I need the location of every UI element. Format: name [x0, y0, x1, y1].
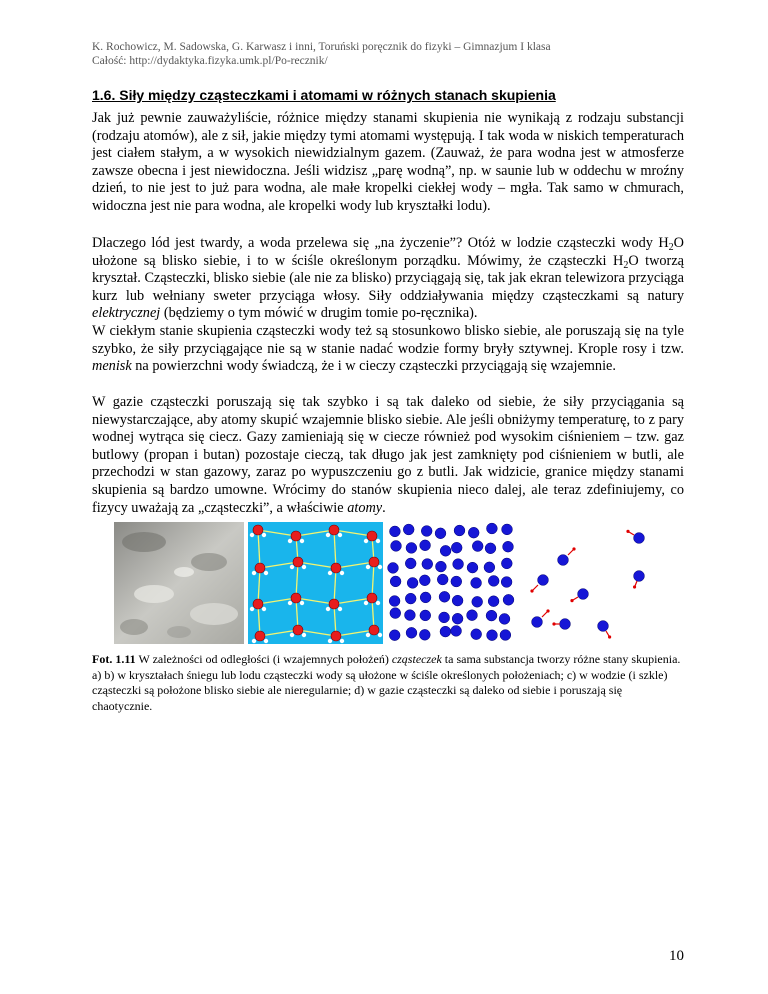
water-molecule — [440, 545, 451, 556]
water-molecule — [472, 541, 483, 552]
water-molecule — [484, 562, 495, 573]
oxygen-atom — [367, 531, 377, 541]
header-url-line: Całość: http://dydaktyka.fizyka.umk.pl/Po-recznik/ — [92, 55, 328, 67]
snow-photo — [114, 522, 244, 644]
water-molecule — [472, 596, 483, 607]
gas-molecule — [578, 589, 589, 600]
hydrogen-atom — [376, 539, 380, 543]
water-molecule — [501, 558, 512, 569]
hydrogen-atom — [290, 565, 294, 569]
water-molecule — [487, 630, 498, 641]
water-molecule — [451, 626, 462, 637]
velocity-arrowhead — [552, 622, 555, 625]
water-molecule — [451, 542, 462, 553]
oxygen-atom — [253, 599, 263, 609]
oxygen-atom — [293, 625, 303, 635]
water-molecule — [405, 610, 416, 621]
hydrogen-atom — [366, 633, 370, 637]
liquid-molecules-diagram — [386, 522, 518, 644]
hydrogen-atom — [300, 539, 304, 543]
water-molecule — [390, 576, 401, 587]
hydrogen-atom — [376, 601, 380, 605]
water-molecule — [500, 630, 511, 641]
paragraph-4: W gazie cząsteczki poruszają się tak szybko i są tak daleko od siebie, że siły przyciągania są niewystarczające, aby atomy skupić wzajemnie blisko siebie. Ale jeśli obniżymy temperaturę, to z pary wodnej wytrąca się ciecz. Gazy zamieniają się w ciecze również pod wysokim ciśnieniem – tzw. gaz butlowy (propan i butan) pozostaje cieczą, tak długo jak jest zamknięty pod ciśnieniem w butli, ale przechodzi w stan gazowy, zaraz po wypuszczeniu go z butli. Jak widzicie, granice między stanami skupienia są bardzo umowne. Wrócimy do stanów skupienia nieco dalej, ale teraz zdefiniujemy, co fizycy uważają za „cząsteczki”, a właściwie atomy. — [92, 394, 684, 516]
gas-molecule — [538, 575, 549, 586]
paragraph-1: Jak już pewnie zauważyliście, różnice między stanami skupienia nie wynikają z rodzaju substancji (rodzaju atomów), ale z sił, jakie między tymi atomami występują. I tak woda w niskich temperaturach jest ciałem stałym, a w wysokich niewidzialnym gazem. (Zauważ, że para wodna jest w atmosferze zawsze obecna i jest niewidoczna. Jeśli widzisz „parę wodną”, np. w saunie lub w oddechu w mroźny dzień, to nie jest to już para wodna, ale małe kropelki ciekłej wody – mgła. Tak samo w chmurach, widoczna jest nie para wodna, ale kropelki wody lub kryształki lodu). — [92, 110, 684, 214]
water-molecule — [391, 541, 402, 552]
hydrogen-atom — [340, 639, 344, 643]
hydrogen-atom — [338, 533, 342, 537]
water-molecule — [467, 610, 478, 621]
water-molecule — [436, 561, 447, 572]
gas-molecule — [532, 617, 543, 628]
hydrogen-atom — [288, 601, 292, 605]
caption-label: Fot. 1.11 — [92, 652, 136, 666]
hydrogen-atom — [250, 533, 254, 537]
water-molecule — [388, 563, 399, 574]
hydrogen-atom — [328, 571, 332, 575]
water-molecule — [487, 523, 498, 534]
hydrogen-atom — [366, 565, 370, 569]
water-molecule — [452, 613, 463, 624]
hydrogen-atom — [262, 607, 266, 611]
water-molecule — [435, 528, 446, 539]
hydrogen-atom — [302, 633, 306, 637]
hydrogen-atom — [340, 571, 344, 575]
hydrogen-atom — [302, 565, 306, 569]
water-molecule — [453, 559, 464, 570]
hydrogen-atom — [250, 607, 254, 611]
section-title: 1.6. Siły między cząsteczkami i atomami w różnych stanach skupienia — [92, 87, 556, 103]
oxygen-atom — [293, 557, 303, 567]
hydrogen-atom — [252, 639, 256, 643]
water-molecule — [502, 524, 513, 535]
hydrogen-atom — [252, 571, 256, 575]
gas-molecule — [598, 621, 609, 632]
water-molecule — [437, 574, 448, 585]
figure-caption: Fot. 1.11 W zależności od odległości (i wzajemnych położeń) cząsteczek ta sama substancja tworzy różne stany skupienia. a) b) w kryształach śniegu lub lodu cząsteczki wody są ułożone w ściśle określonych położeniach; c) w wodzie (i szkle) cząsteczki są położone blisko siebie ale nieregularnie; d) w gazie cząsteczki są daleko od siebie i poruszają się chaotycznie. — [92, 652, 681, 713]
water-molecule — [403, 524, 414, 535]
water-molecule — [485, 543, 496, 554]
velocity-arrowhead — [626, 530, 629, 533]
gas-molecules-diagram — [521, 522, 658, 644]
water-molecule — [389, 596, 400, 607]
hydrogen-atom — [328, 639, 332, 643]
hydrogen-atom — [262, 533, 266, 537]
water-molecule — [439, 612, 450, 623]
oxygen-atom — [255, 563, 265, 573]
oxygen-atom — [367, 593, 377, 603]
gas-molecule — [634, 533, 645, 544]
water-molecule — [486, 610, 497, 621]
velocity-arrowhead — [530, 589, 533, 592]
water-molecule — [405, 593, 416, 604]
velocity-arrowhead — [570, 599, 573, 602]
water-molecule — [503, 541, 514, 552]
oxygen-atom — [369, 625, 379, 635]
velocity-arrowhead — [608, 635, 611, 638]
hydrogen-atom — [326, 533, 330, 537]
oxygen-atom — [369, 557, 379, 567]
hydrogen-atom — [364, 539, 368, 543]
water-molecule — [451, 576, 462, 587]
water-molecule — [390, 526, 401, 537]
paragraph-2: Dlaczego lód jest twardy, a woda przelewa się „na życzenie”? Otóż w lodzie cząsteczki wody $H_2O$ ułożone są blisko siebie, i to w ściśle określonym porządku. Mówimy, że cząsteczki $H_2O$ tworzą kryształ. Cząsteczki, blisko siebie (ale nie za blisko) przyciągają się, tak jak ekran telewizora przyciąga kurz lub wełniany sweter przyciąga włosy. Siły oddziaływania między cząsteczkami są natury elektrycznej (będziemy o tym mówić w drugim tomie po-ręcznika). — [92, 235, 685, 322]
hydrogen-atom — [378, 565, 382, 569]
water-molecule — [420, 540, 431, 551]
oxygen-atom — [291, 531, 301, 541]
water-molecule — [468, 527, 479, 538]
hydrogen-atom — [300, 601, 304, 605]
water-molecule — [406, 543, 417, 554]
water-molecule — [407, 578, 418, 589]
paragraph-3: W ciekłym stanie skupienia cząsteczki wody też są stosunkowo blisko siebie, ale poruszają się na tyle szybko, że siły przyciągające nie są w stanie nadać wodzie formy bryły sztywnej. Krople rosy i tzw. menisk na powierzchni wody świadczą, że i w cieczy cząsteczki przyciągają się wzajemnie. — [92, 323, 684, 375]
water-molecule — [454, 525, 465, 536]
water-molecule — [420, 592, 431, 603]
water-molecule — [440, 626, 451, 637]
water-molecule — [488, 576, 499, 587]
gas-molecule — [560, 619, 571, 630]
water-molecule — [439, 591, 450, 602]
water-molecule — [452, 595, 463, 606]
water-molecule — [471, 578, 482, 589]
hydrogen-atom — [338, 607, 342, 611]
hydrogen-atom — [264, 571, 268, 575]
water-molecule — [467, 562, 478, 573]
water-molecule — [499, 614, 510, 625]
oxygen-atom — [331, 563, 341, 573]
water-molecule — [419, 629, 430, 640]
hydrogen-atom — [288, 539, 292, 543]
gas-molecule — [634, 571, 645, 582]
water-molecule — [422, 559, 433, 570]
water-molecule — [406, 627, 417, 638]
gas-molecule — [558, 555, 569, 566]
figure-states-of-matter — [114, 522, 658, 644]
oxygen-atom — [253, 525, 263, 535]
water-molecule — [419, 575, 430, 586]
hydrogen-atom — [326, 607, 330, 611]
header-authors-line: K. Rochowicz, M. Sadowska, G. Karwasz i inni, Toruński poręcznik do fizyki – Gimnazjum I klasa — [92, 41, 551, 53]
water-molecule — [471, 629, 482, 640]
water-molecule — [405, 558, 416, 569]
water-molecule — [501, 577, 512, 588]
water-molecule — [488, 596, 499, 607]
ice-lattice-diagram — [248, 522, 383, 644]
hydrogen-atom — [378, 633, 382, 637]
velocity-arrowhead — [572, 547, 575, 550]
velocity-arrowhead — [546, 609, 549, 612]
hydrogen-atom — [364, 601, 368, 605]
water-molecule — [421, 526, 432, 537]
oxygen-atom — [331, 631, 341, 641]
water-molecule — [420, 610, 431, 621]
velocity-arrowhead — [633, 585, 636, 588]
oxygen-atom — [291, 593, 301, 603]
page-header — [92, 40, 692, 68]
hydrogen-atom — [264, 639, 268, 643]
water-molecule — [389, 630, 400, 641]
water-molecule — [503, 594, 514, 605]
oxygen-atom — [329, 525, 339, 535]
hydrogen-atom — [290, 633, 294, 637]
water-molecule — [390, 608, 401, 619]
oxygen-atom — [255, 631, 265, 641]
oxygen-atom — [329, 599, 339, 609]
page-number: 10 — [669, 948, 684, 964]
